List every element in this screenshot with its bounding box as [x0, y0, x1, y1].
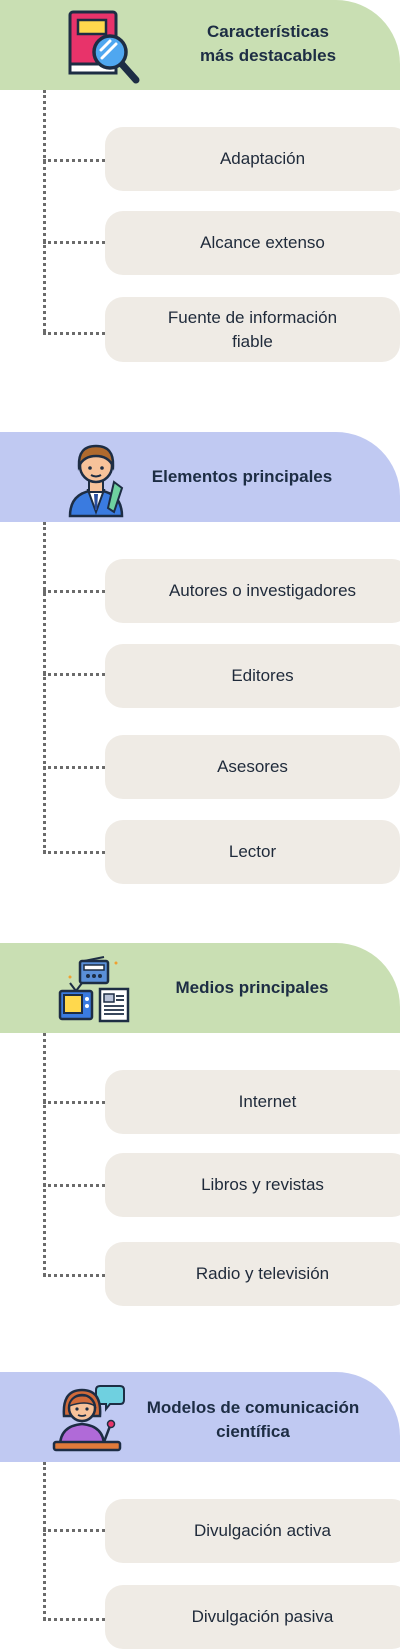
book-magnifier-icon: [66, 8, 144, 91]
connector-branch: [43, 1184, 105, 1187]
list-item: Editores: [105, 644, 400, 708]
section-title: Elementos principales: [151, 467, 333, 486]
list-item: Adaptación: [105, 127, 400, 191]
list-item: Divulgación activa: [105, 1499, 400, 1563]
speaker-at-podium-icon: [52, 1382, 128, 1459]
section-title: Modelos de comunicación científica: [146, 1398, 360, 1441]
list-item: Divulgación pasiva: [105, 1585, 400, 1649]
connector-branch: [43, 1618, 105, 1621]
section-header-modelos: [0, 1372, 400, 1462]
list-item: Lector: [105, 820, 400, 884]
connector-branch: [43, 1274, 105, 1277]
connector-trunk: [43, 90, 46, 332]
connector-branch: [43, 673, 105, 676]
connector-branch: [43, 851, 105, 854]
researcher-icon: [64, 438, 128, 523]
section-title: Medios principales: [175, 978, 329, 997]
list-item: Autores o investigadores: [105, 559, 400, 623]
connector-branch: [43, 159, 105, 162]
connector-branch: [43, 332, 105, 335]
connector-branch: [43, 590, 105, 593]
connector-branch: [43, 1529, 105, 1532]
section-header-medios: [0, 943, 400, 1033]
connector-trunk: [43, 1033, 46, 1276]
list-item: Libros y revistas: [105, 1153, 400, 1217]
section-title: Características más destacables: [199, 22, 337, 65]
media-radio-tv-newspaper-icon: [58, 955, 136, 1032]
list-item: Radio y televisión: [105, 1242, 400, 1306]
connector-branch: [43, 766, 105, 769]
connector-trunk: [43, 1462, 46, 1620]
section-header-elementos: [0, 432, 400, 522]
list-item: Alcance extenso: [105, 211, 400, 275]
connector-branch: [43, 1101, 105, 1104]
connector-branch: [43, 241, 105, 244]
connector-trunk: [43, 522, 46, 853]
section-header-caracteristicas: [0, 0, 400, 90]
list-item: Internet: [105, 1070, 400, 1134]
list-item: Asesores: [105, 735, 400, 799]
list-item: Fuente de información fiable: [105, 297, 400, 362]
